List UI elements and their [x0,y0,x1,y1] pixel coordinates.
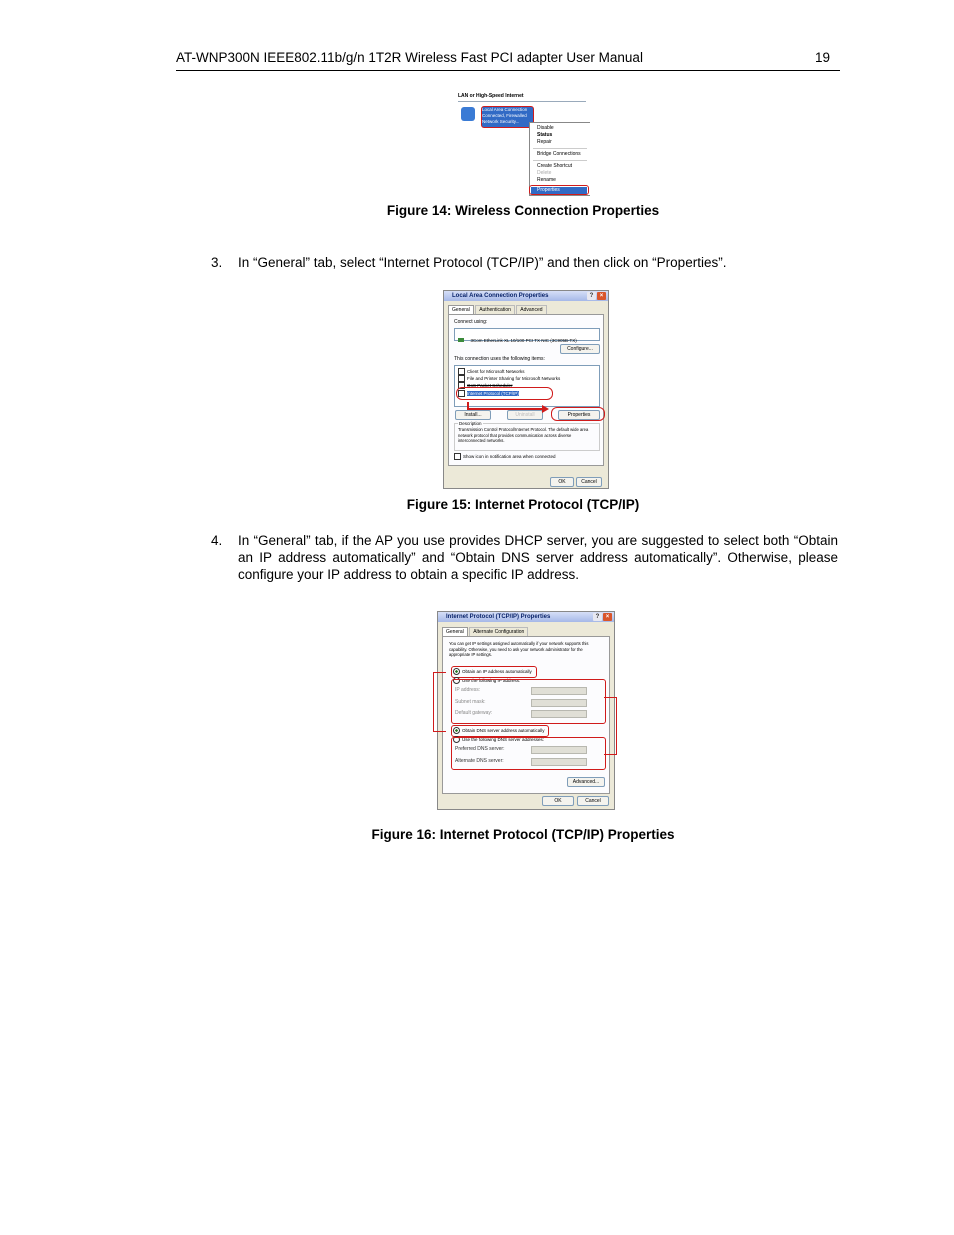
highlight-tcpip [456,387,553,400]
subnet-label: Subnet mask: [455,699,486,705]
menu-repair[interactable]: Repair [537,139,552,145]
figure-16-dialog [437,611,615,810]
gateway-label: Default gateway: [455,710,493,716]
highlight-connection [481,106,534,128]
ip-label: IP address: [455,687,481,693]
tab-advanced[interactable]: Advanced [516,305,546,315]
uninstall-button: Uninstall [507,410,543,420]
advanced-button[interactable]: Advanced... [567,777,605,787]
conn-name: Local Area Connection [482,107,528,112]
tab-strip [442,627,528,635]
page-number: 19 [814,50,830,65]
list-item-tcpip[interactable]: Internet Protocol (TCP/IP) [458,390,519,397]
step-text: In “General” tab, if the AP you use provides DHCP server, you are suggested to select both “Obtain an IP address automatically” and “Obtain DNS server address automatically”. Otherwise, please configure your IP address to obtain a specific IP address. [238,533,838,582]
highlight-properties [529,185,589,195]
alt-dns-field[interactable] [531,758,587,766]
figure-14-screenshot [455,92,590,196]
highlight-properties-button [551,407,605,421]
tab-general[interactable]: General [442,627,468,636]
description-text: Transmission Control Protocol/Internet Protocol. The default wide area network protocol that provides communication across diverse interconnected networks. [458,427,589,443]
menu-shortcut[interactable]: Create Shortcut [537,163,573,169]
conn-device: Network Security... [482,119,520,124]
gateway-field [531,710,587,718]
show-icon-checkbox[interactable]: Show icon in notification area when connected [454,453,556,460]
arrow-line [467,408,543,410]
step-number: 3. [211,255,223,270]
figure-14-caption: Figure 14: Wireless Connection Properties [386,203,660,218]
cancel-button[interactable]: Cancel [577,796,609,806]
pref-dns-field[interactable] [531,746,587,754]
ok-button[interactable]: OK [542,796,574,806]
close-icon[interactable]: × [597,292,606,300]
items-list [454,365,600,407]
menu-delete: Delete [537,170,552,176]
ip-field [531,687,587,695]
page-header [176,50,840,71]
alt-dns-label: Alternate DNS server: [455,758,504,764]
menu-rename[interactable]: Rename [537,177,556,183]
properties-button[interactable]: Properties [558,410,600,420]
right-bracket [604,697,617,755]
close-icon[interactable]: × [603,613,612,621]
menu-status[interactable]: Status [537,132,553,138]
adapter-name: 3Com EtherLink XL 10/100 PCI TX NIC (3C905B-TX) [470,338,577,343]
list-item[interactable]: File and Printer Sharing for Microsoft Networks [458,375,560,382]
subnet-field [531,699,587,707]
adapter-icon [458,338,464,342]
step-number: 4. [211,533,223,548]
left-bracket [433,672,446,732]
ok-button[interactable]: OK [550,477,574,487]
list-item[interactable]: Client for Microsoft Networks [458,368,525,375]
menu-bridge[interactable]: Bridge Connections [537,151,581,157]
dialog-title: Internet Protocol (TCP/IP) Properties [446,614,551,620]
figure-15-caption: Figure 15: Internet Protocol (TCP/IP) [406,497,640,512]
figure-16-caption: Figure 16: Internet Protocol (TCP/IP) Properties [371,827,675,842]
description-group [454,423,600,451]
step-text: In “General” tab, select “Internet Protocol (TCP/IP)” and then click on “Properties”. [238,255,727,270]
obtain-ip-radio[interactable]: Obtain an IP address automatically [453,668,532,675]
tab-authentication[interactable]: Authentication [475,305,515,315]
network-connection-icon [461,107,475,121]
arrow-head-icon [542,405,549,413]
help-icon[interactable]: ? [593,613,602,621]
dialog-title: Local Area Connection Properties [452,293,549,299]
tab-panel [442,636,610,794]
intro-text: You can get IP settings assigned automatically if your network supports this capability. Otherwise, you need to ask your network administrator for the appropriate IP settings. [449,641,589,657]
items-label: This connection uses the following items: [454,356,545,362]
dialog-titlebar [438,612,614,622]
menu-disable[interactable]: Disable [537,125,554,131]
use-ip-radio[interactable]: Use the following IP address: [453,677,520,684]
conn-status: Connected, Firewalled [482,113,527,118]
tab-panel [448,314,604,466]
configure-button[interactable]: Configure... [560,344,600,354]
cancel-button[interactable]: Cancel [576,477,602,487]
group-label: LAN or High-Speed Internet [458,93,524,99]
use-dns-radio[interactable]: Use the following DNS server addresses: [453,736,544,743]
connect-using-label: Connect using: [454,319,488,325]
obtain-dns-radio[interactable]: Obtain DNS server address automatically [453,727,545,734]
adapter-box [454,328,600,341]
tab-general[interactable]: General [448,305,474,314]
help-icon[interactable]: ? [587,292,596,300]
list-item[interactable]: QoS Packet Scheduler [458,382,513,389]
manual-title: AT-WNP300N IEEE802.11b/g/n 1T2R Wireless Fast PCI adapter User Manual [176,50,643,65]
pref-dns-label: Preferred DNS server: [455,746,505,752]
install-button[interactable]: Install... [455,410,491,420]
tab-alternate[interactable]: Alternate Configuration [469,627,528,637]
menu-properties[interactable]: Properties [531,187,587,194]
dialog-titlebar [444,291,608,301]
figure-15-dialog [443,290,609,489]
tab-strip [448,305,547,313]
description-label: Description [459,421,482,426]
